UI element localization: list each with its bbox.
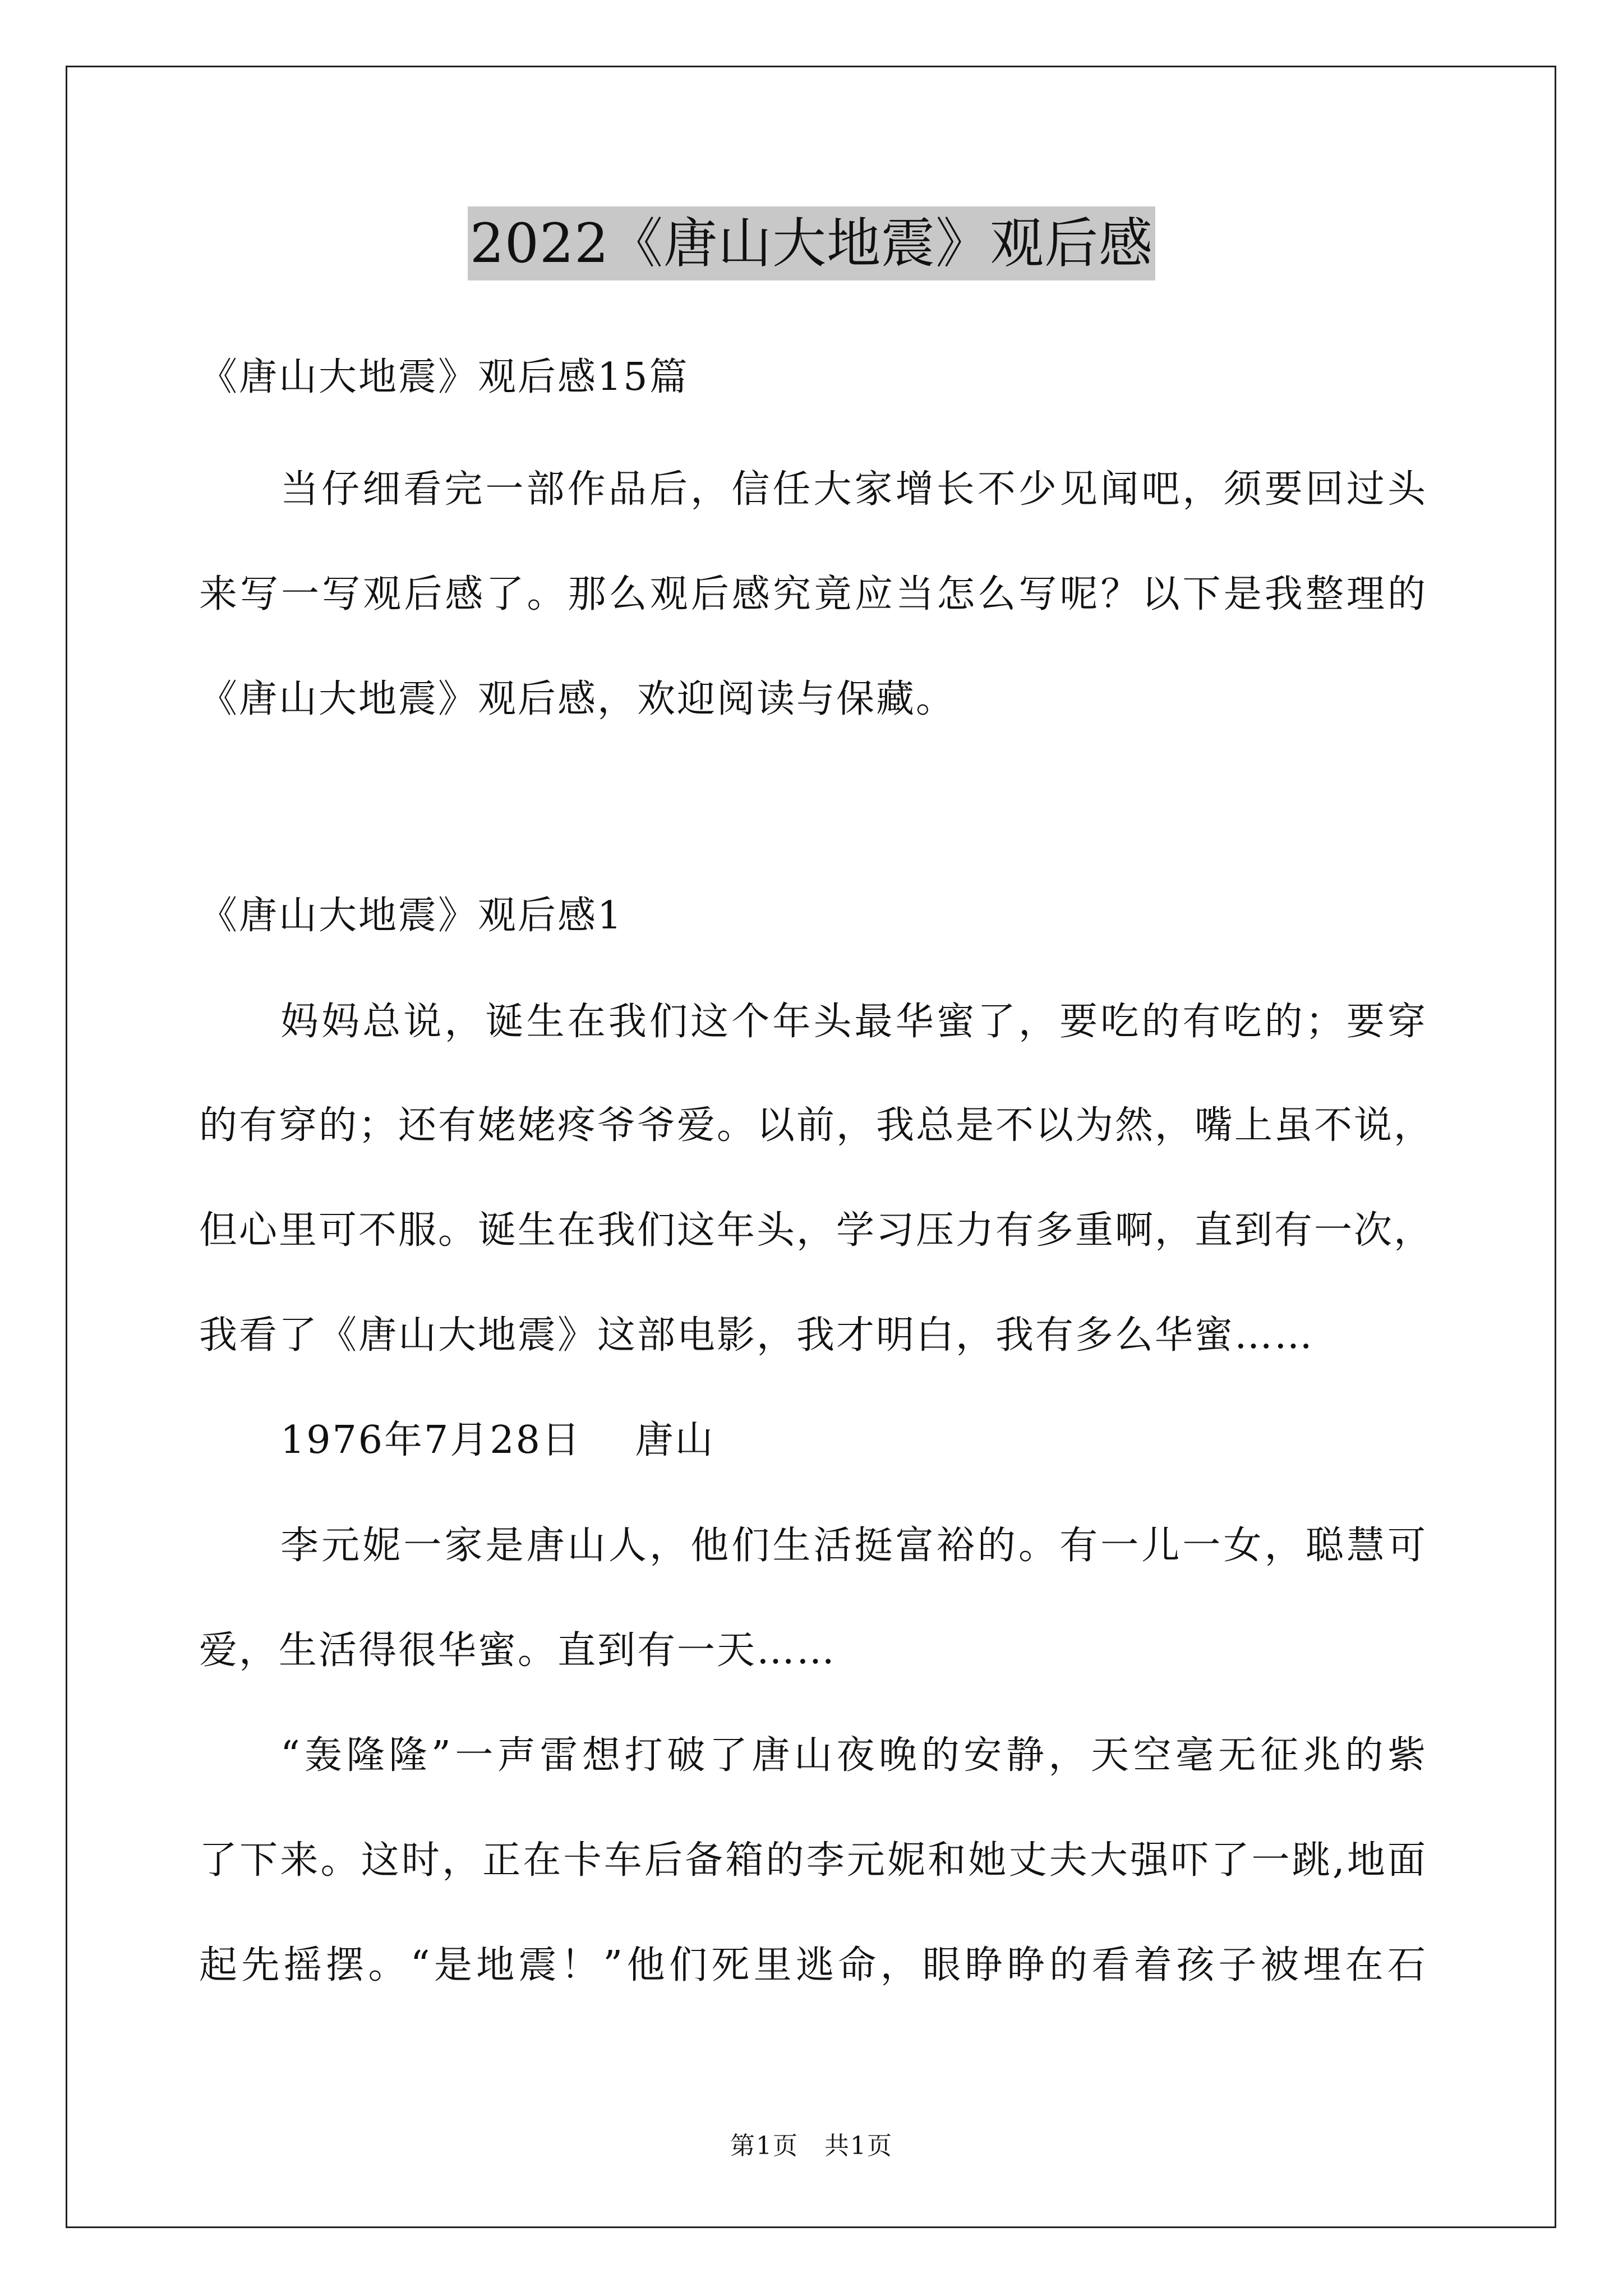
subtitle: 《唐山大地震》观后感15篇 bbox=[199, 355, 689, 399]
document-title: 2022《唐山大地震》观后感 bbox=[468, 206, 1155, 280]
intro-line: 来写一写观后感了。那么观后感究竟应当怎么写呢？以下是我整理的 bbox=[199, 572, 1427, 616]
title-container bbox=[0, 206, 1623, 280]
body-line: 1976年7月28日 唐山 bbox=[280, 1418, 715, 1462]
body-line: 我看了《唐山大地震》这部电影，我才明白，我有多么华蜜…… bbox=[199, 1313, 1315, 1358]
body-line: 了下来。这时，正在卡车后备箱的李元妮和她丈夫大强吓了一跳,地面 bbox=[199, 1838, 1427, 1883]
body-line: 但心里可不服。诞生在我们这年头，学习压力有多重啊，直到有一次， bbox=[199, 1208, 1434, 1253]
body-line: 起先摇摆。“是地震！”他们死里逃命，眼睁睁的看着孩子被埋在石 bbox=[199, 1943, 1427, 1987]
intro-line: 当仔细看完一部作品后，信任大家增长不少见闻吧，须要回过头 bbox=[280, 467, 1427, 512]
body-line: 的有穿的；还有姥姥疼爷爷爱。以前，我总是不以为然，嘴上虽不说， bbox=[199, 1103, 1434, 1148]
body-line: 妈妈总说，诞生在我们这个年头最华蜜了，要吃的有吃的；要穿 bbox=[280, 1000, 1427, 1044]
body-line: 爱，生活得很华蜜。直到有一天…… bbox=[199, 1628, 837, 1673]
body-line: “轰隆隆”一声雷想打破了唐山夜晚的安静，天空毫无征兆的紫 bbox=[280, 1733, 1427, 1778]
body-line: 李元妮一家是唐山人，他们生活挺富裕的。有一儿一女，聪慧可 bbox=[280, 1524, 1427, 1568]
intro-line: 《唐山大地震》观后感，欢迎阅读与保藏。 bbox=[199, 677, 956, 721]
section-heading: 《唐山大地震》观后感1 bbox=[199, 894, 624, 938]
page-footer: 第1页 共1页 bbox=[730, 2132, 893, 2160]
